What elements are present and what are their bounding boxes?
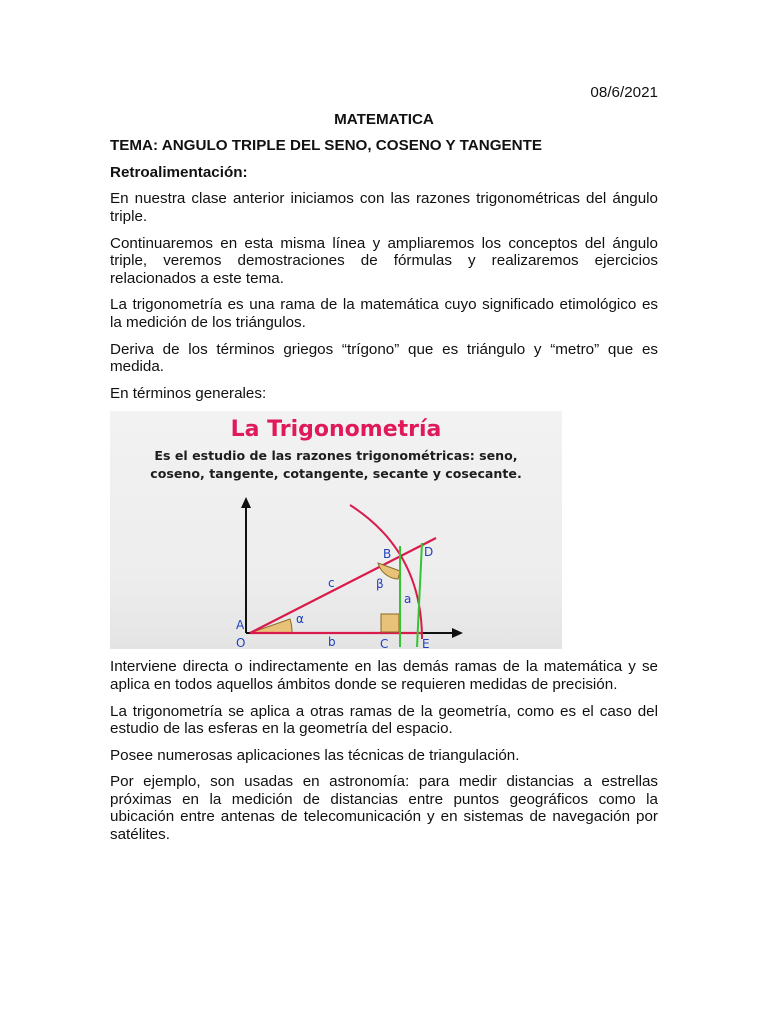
paragraph: Interviene directa o indirectamente en las demás ramas de la matemática y se aplica en todos aquellos ámbitos donde se requieren medidas de precisión. [110,658,658,693]
figure-heading: La Trigonometría [230,417,442,443]
label-C: C [380,637,389,650]
topic-heading: TEMA: ANGULO TRIPLE DEL SENO, COSENO Y TANGENTE [110,137,543,155]
y-axis-arrow [241,497,251,508]
label-beta: β [376,577,384,592]
paragraph: Deriva de los términos griegos “trígono” que es triángulo y “metro” que es medida. [110,340,658,376]
label-D: D [424,545,434,560]
paragraph: Posee numerosas aplicaciones las técnicas de triangulación. [110,746,520,764]
document-date: 08/6/2021 [590,84,658,101]
label-E: E [422,637,430,650]
document-title: MATEMATICA [334,110,434,128]
hypotenuse-line [250,538,436,633]
label-c: c [328,576,335,591]
paragraph: Por ejemplo, son usadas en astronomía: para medir distancias a estrellas próximas en la medición de distancias entre puntos geográficos como la ubicación entre antenas de telecomunicación y en sistemas de navegación por satélites. [110,773,658,844]
label-B: B [383,547,392,562]
x-axis-arrow [452,628,463,638]
paragraph: La trigonometría se aplica a otras ramas de la geometría, como es el caso del estudio de las esferas en la geometría del espacio. [110,702,658,738]
paragraph: En nuestra clase anterior iniciamos con las razones trigonométricas del ángulo triple. [110,190,658,225]
label-b: b [328,635,336,650]
paragraph: Continuaremos en esta misma línea y ampliaremos los conceptos del ángulo triple, veremos demostraciones de fórmulas y realizaremos ejercicios relacionados a este tema. [110,234,658,287]
triangle-diagram [110,411,562,649]
section-heading: Retroalimentación: [110,163,248,181]
paragraph: La trigonometría es una rama de la matemática cuyo significado etimológico es la medición de los triángulos. [110,296,658,331]
right-angle-marker [381,614,399,632]
paragraph: En términos generales: [110,384,267,402]
figure-description-line: Es el estudio de las razones trigonométricas: seno, [154,448,518,464]
trigonometry-figure [110,411,562,649]
figure-description-line: coseno, tangente, cotangente, secante y cosecante. [150,466,522,482]
label-alpha: α [296,612,304,627]
label-A: A [236,618,245,633]
document-page [110,84,658,853]
label-a: a [404,592,412,607]
label-O: O [236,636,246,650]
